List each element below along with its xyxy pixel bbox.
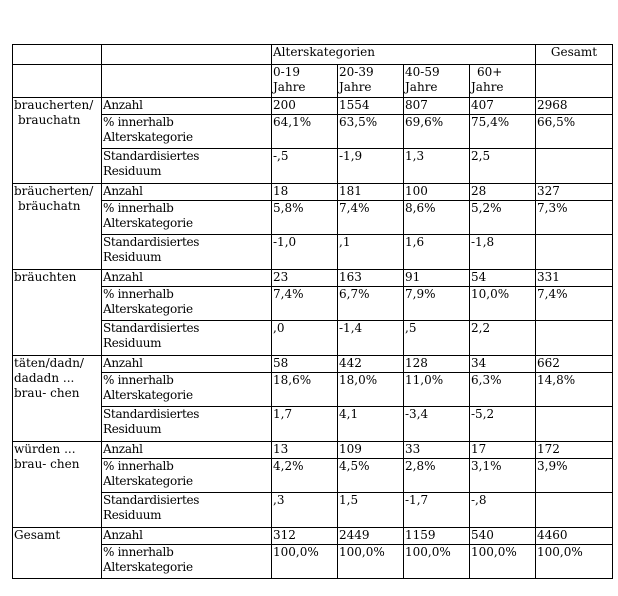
stat-label-percent: % innerhalb Alterskategorie: [102, 545, 272, 579]
value-cell: 17: [470, 442, 536, 459]
stat-label-residual: Standardisiertes Residuum: [102, 235, 272, 270]
percent-row: [13, 201, 613, 235]
stat-label-percent: % innerhalb Alterskategorie: [102, 459, 272, 493]
stat-label-residual: Standardisiertes Residuum: [102, 407, 272, 442]
value-cell: 75,4%: [470, 115, 536, 149]
value-cell: 28: [470, 184, 536, 201]
value-cell: 327: [536, 184, 613, 201]
value-cell: 18,0%: [338, 373, 404, 407]
count-row: [13, 270, 613, 287]
value-cell: 11,0%: [404, 373, 470, 407]
stat-label-count: Anzahl: [102, 442, 272, 459]
value-cell: 1,7: [272, 407, 338, 442]
value-cell: [536, 235, 613, 270]
count-row: [13, 98, 613, 115]
value-cell: 7,4%: [536, 287, 613, 321]
value-cell: 54: [470, 270, 536, 287]
header-empty-cell: [13, 65, 102, 98]
value-cell: 163: [338, 270, 404, 287]
value-cell: 5,8%: [272, 201, 338, 235]
residual-row: [13, 407, 613, 442]
value-cell: 7,3%: [536, 201, 613, 235]
count-row: [13, 356, 613, 373]
value-cell: [536, 149, 613, 184]
age-column-header: 40-59 Jahre: [404, 65, 470, 98]
value-cell: 7,4%: [338, 201, 404, 235]
value-cell: 181: [338, 184, 404, 201]
percent-row: [13, 115, 613, 149]
total-percent-row: [13, 545, 613, 579]
value-cell: -1,9: [338, 149, 404, 184]
header-empty-cell: [102, 65, 272, 98]
value-cell: 100,0%: [470, 545, 536, 579]
value-cell: 109: [338, 442, 404, 459]
value-cell: -,5: [272, 149, 338, 184]
group-label: bräucherten/ bräuchatn: [13, 184, 102, 270]
value-cell: 4,2%: [272, 459, 338, 493]
value-cell: 2,2: [470, 321, 536, 356]
value-cell: 807: [404, 98, 470, 115]
group-label: bräuchten: [13, 270, 102, 356]
value-cell: 63,5%: [338, 115, 404, 149]
group-label: täten/dadn/ dadadn ... brau- chen: [13, 356, 102, 442]
value-cell: ,1: [338, 235, 404, 270]
value-cell: 662: [536, 356, 613, 373]
value-cell: 172: [536, 442, 613, 459]
value-cell: [536, 493, 613, 528]
value-cell: 1,3: [404, 149, 470, 184]
header-empty-cell: [102, 45, 272, 65]
value-cell: 23: [272, 270, 338, 287]
value-cell: 1,5: [338, 493, 404, 528]
value-cell: 100,0%: [272, 545, 338, 579]
value-cell: 200: [272, 98, 338, 115]
residual-row: [13, 321, 613, 356]
value-cell: 100,0%: [338, 545, 404, 579]
stat-label-count: Anzahl: [102, 528, 272, 545]
value-cell: 100,0%: [404, 545, 470, 579]
stat-label-percent: % innerhalb Alterskategorie: [102, 373, 272, 407]
value-cell: 5,2%: [470, 201, 536, 235]
value-cell: 3,1%: [470, 459, 536, 493]
value-cell: 7,4%: [272, 287, 338, 321]
value-cell: 64,1%: [272, 115, 338, 149]
total-count-row: [13, 528, 613, 545]
stat-label-percent: % innerhalb Alterskategorie: [102, 201, 272, 235]
value-cell: 2449: [338, 528, 404, 545]
stat-label-count: Anzahl: [102, 98, 272, 115]
header-row-1: [13, 45, 613, 65]
table-body: [13, 45, 613, 579]
header-row-2: [13, 65, 613, 98]
value-cell: 128: [404, 356, 470, 373]
value-cell: 442: [338, 356, 404, 373]
value-cell: -1,8: [470, 235, 536, 270]
age-column-header: 20-39 Jahre: [338, 65, 404, 98]
value-cell: -5,2: [470, 407, 536, 442]
value-cell: 6,3%: [470, 373, 536, 407]
age-column-header: 60+ Jahre: [470, 65, 536, 98]
value-cell: -1,0: [272, 235, 338, 270]
value-cell: 14,8%: [536, 373, 613, 407]
value-cell: 407: [470, 98, 536, 115]
stat-label-percent: % innerhalb Alterskategorie: [102, 287, 272, 321]
value-cell: 331: [536, 270, 613, 287]
value-cell: 4460: [536, 528, 613, 545]
value-cell: 312: [272, 528, 338, 545]
value-cell: 8,6%: [404, 201, 470, 235]
value-cell: 6,7%: [338, 287, 404, 321]
stat-label-residual: Standardisiertes Residuum: [102, 321, 272, 356]
value-cell: [536, 321, 613, 356]
stat-label-percent: % innerhalb Alterskategorie: [102, 115, 272, 149]
percent-row: [13, 459, 613, 493]
value-cell: 4,5%: [338, 459, 404, 493]
stat-label-residual: Standardisiertes Residuum: [102, 149, 272, 184]
residual-row: [13, 235, 613, 270]
value-cell: -,8: [470, 493, 536, 528]
group-label: würden ... brau- chen: [13, 442, 102, 528]
value-cell: 34: [470, 356, 536, 373]
value-cell: ,0: [272, 321, 338, 356]
value-cell: 2,8%: [404, 459, 470, 493]
total-label: Gesamt: [13, 528, 102, 579]
percent-row: [13, 373, 613, 407]
age-column-header: 0-19 Jahre: [272, 65, 338, 98]
value-cell: 100: [404, 184, 470, 201]
stat-label-count: Anzahl: [102, 184, 272, 201]
residual-row: [13, 149, 613, 184]
crosstab-table: [12, 44, 613, 579]
value-cell: -1,7: [404, 493, 470, 528]
value-cell: -1,4: [338, 321, 404, 356]
value-cell: 18,6%: [272, 373, 338, 407]
header-corner-cell: [13, 45, 102, 65]
age-group-header: Alterskategorien: [272, 45, 536, 65]
value-cell: 58: [272, 356, 338, 373]
value-cell: 91: [404, 270, 470, 287]
count-row: [13, 442, 613, 459]
group-label: braucherten/ brauchatn: [13, 98, 102, 184]
value-cell: 4,1: [338, 407, 404, 442]
residual-row: [13, 493, 613, 528]
value-cell: 69,6%: [404, 115, 470, 149]
value-cell: 66,5%: [536, 115, 613, 149]
value-cell: 100,0%: [536, 545, 613, 579]
total-header-spacer: [536, 65, 613, 98]
value-cell: 7,9%: [404, 287, 470, 321]
stat-label-count: Anzahl: [102, 270, 272, 287]
value-cell: 3,9%: [536, 459, 613, 493]
stat-label-residual: Standardisiertes Residuum: [102, 493, 272, 528]
value-cell: 1159: [404, 528, 470, 545]
count-row: [13, 184, 613, 201]
value-cell: 18: [272, 184, 338, 201]
value-cell: 1,6: [404, 235, 470, 270]
value-cell: 13: [272, 442, 338, 459]
value-cell: 2968: [536, 98, 613, 115]
value-cell: 1554: [338, 98, 404, 115]
value-cell: -3,4: [404, 407, 470, 442]
value-cell: [536, 407, 613, 442]
value-cell: 10,0%: [470, 287, 536, 321]
value-cell: ,3: [272, 493, 338, 528]
value-cell: 540: [470, 528, 536, 545]
stat-label-count: Anzahl: [102, 356, 272, 373]
percent-row: [13, 287, 613, 321]
value-cell: 2,5: [470, 149, 536, 184]
total-header: Gesamt: [536, 45, 613, 65]
value-cell: 33: [404, 442, 470, 459]
value-cell: ,5: [404, 321, 470, 356]
